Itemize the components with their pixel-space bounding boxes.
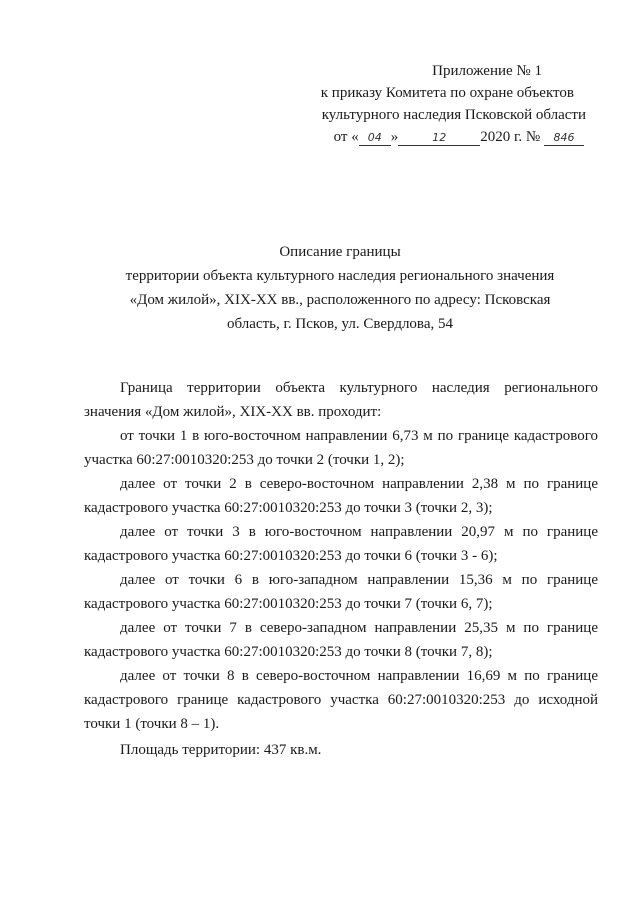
segment-paragraph-3: далее от точки 3 в юго-восточном направлении 20,97 м по границе кадастрового участка 60:27:0010320:253 до точки 6 (точки 3 - 6); (84, 524, 598, 564)
date-prefix: от « (333, 129, 359, 145)
annex-number: Приложение № 1 (432, 63, 542, 79)
area-paragraph: Площадь территории: 437 кв.м. (120, 742, 322, 758)
handwritten-month: 12 (398, 131, 480, 146)
segment-paragraph-4: далее от точки 6 в юго-западном направлении 15,36 м по границе кадастрового участка 60:27:0010320:253 до точки 7 (точки 6, 7); (84, 572, 598, 612)
segment-paragraph-1: от точки 1 в юго-восточном направлении 6,73 м по границе кадастрового участка 60:27:0010320:253 до точки 2 (точки 1, 2); (84, 428, 598, 468)
date-year: 2020 г. № (480, 129, 541, 145)
annex-date-line (286, 126, 584, 148)
title-line-3: «Дом жилой», XIX-XX вв., расположенного по адресу: Псковская (129, 292, 551, 308)
document-title (80, 240, 600, 336)
segment-paragraph-5: далее от точки 7 в северо-западном направлении 25,35 м по границе кадастрового участка 60:27:0010320:253 до точки 8 (точки 7, 8); (84, 620, 598, 660)
handwritten-order-number: 846 (544, 131, 584, 146)
handwritten-day: 04 (359, 131, 391, 146)
title-line-4: область, г. Псков, ул. Свердлова, 54 (227, 316, 453, 332)
intro-paragraph: Граница территории объекта культурного наследия регионального значения «Дом жилой», XIX-XX вв. проходит: (84, 380, 598, 420)
annex-header (286, 60, 586, 148)
title-line-1: Описание границы (279, 244, 401, 260)
title-line-2: территории объекта культурного наследия регионального значения (125, 268, 555, 284)
segment-paragraph-6: далее от точки 8 в северо-восточном направлении 16,69 м по границе кадастрового границе кадастрового участка 60:27:0010320:253 до исходной точки 1 (точки 8 – 1). (84, 668, 598, 732)
date-mid: » (390, 129, 399, 145)
segment-paragraph-2: далее от точки 2 в северо-восточном направлении 2,38 м по границе кадастрового участка 60:27:0010320:253 до точки 3 (точки 2, 3); (84, 476, 598, 516)
document-body (84, 376, 598, 762)
annex-order-ref: к приказу Комитета по охране объектов (320, 85, 574, 101)
annex-committee: культурного наследия Псковской области (321, 107, 586, 123)
